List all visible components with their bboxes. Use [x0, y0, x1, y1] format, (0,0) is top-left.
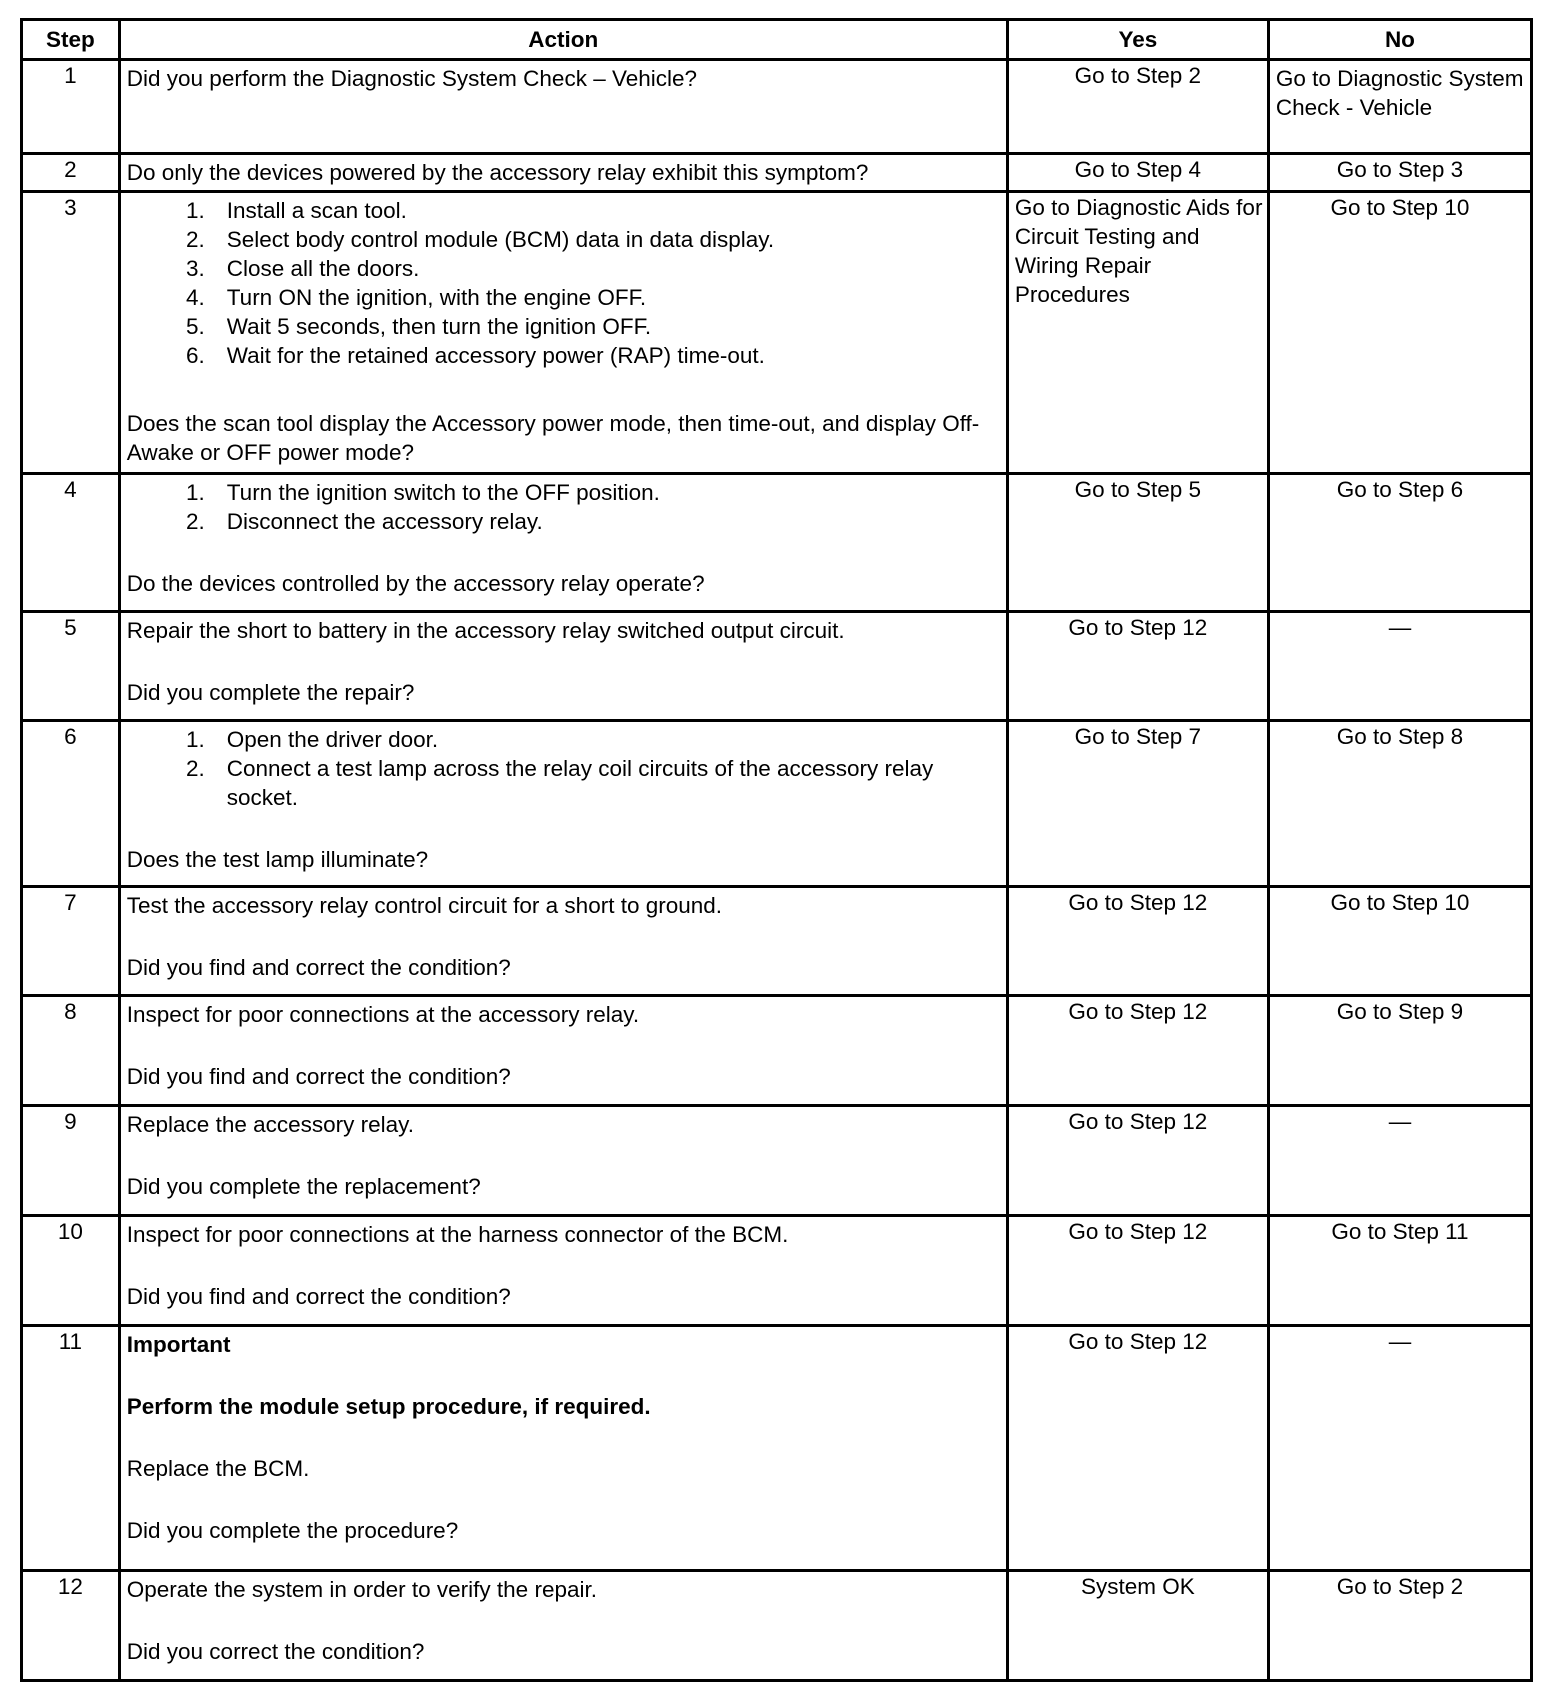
yes-cell: [1007, 474, 1268, 612]
action-cell: [119, 996, 1007, 1106]
step-number: 5: [22, 612, 120, 721]
header-no: No: [1268, 20, 1531, 60]
yes-answer: Go to Step 12: [1068, 1329, 1208, 1354]
no-cell: [1268, 474, 1531, 612]
action-question: Did you find and correct the condition?: [126, 1284, 511, 1309]
step-number: 9: [22, 1106, 120, 1216]
list-item: 1. Install a scan tool.: [186, 198, 407, 223]
action-instruction: Test the accessory relay control circuit for a short to ground.: [126, 893, 723, 918]
step-number: 4: [22, 474, 120, 612]
action-question: Do only the devices powered by the accessory relay exhibit this symptom?: [126, 160, 869, 185]
yes-answer: Go to Step 12: [1068, 615, 1208, 640]
substep-list: [127, 725, 1000, 812]
list-item: 1. Turn the ignition switch to the OFF position.: [186, 480, 660, 505]
list-item: 5. Wait 5 seconds, then turn the ignition OFF.: [186, 314, 652, 339]
table-row: [22, 721, 1532, 887]
no-cell: [1268, 154, 1531, 192]
no-answer: —: [1388, 615, 1412, 640]
table-row: [22, 474, 1532, 612]
no-answer: Go to Step 10: [1330, 195, 1470, 220]
table-row: [22, 1106, 1532, 1216]
yes-cell: [1007, 996, 1268, 1106]
yes-cell: [1007, 1106, 1268, 1216]
substep-list: [127, 196, 1000, 370]
no-answer: Go to Diagnostic System Check - Vehicle: [1275, 66, 1524, 120]
no-answer: Go to Step 11: [1331, 1219, 1469, 1244]
action-question: Did you find and correct the condition?: [126, 955, 511, 980]
yes-cell: [1007, 612, 1268, 721]
action-question: Did you correct the condition?: [126, 1639, 425, 1664]
step-number: 1: [22, 60, 120, 154]
action-question: Did you perform the Diagnostic System Check – Vehicle?: [126, 66, 698, 91]
no-cell: [1268, 1571, 1531, 1681]
action-instruction: Repair the short to battery in the accessory relay switched output circuit.: [126, 618, 845, 643]
action-cell: [119, 1106, 1007, 1216]
diagnostic-table: [20, 18, 1533, 1682]
no-cell: [1268, 60, 1531, 154]
no-cell: [1268, 996, 1531, 1106]
step-number: 3: [22, 192, 120, 474]
action-cell: [119, 192, 1007, 474]
header-action: Action: [119, 20, 1007, 60]
no-answer: Go to Step 10: [1330, 890, 1470, 915]
action-cell: [119, 1326, 1007, 1571]
no-answer: Go to Step 8: [1336, 724, 1464, 749]
table-row: [22, 996, 1532, 1106]
important-label: Important: [126, 1332, 231, 1357]
no-answer: —: [1388, 1329, 1412, 1354]
table-row: [22, 60, 1532, 154]
list-item: 2. Connect a test lamp across the relay coil circuits of the accessory relay socket.: [186, 756, 934, 810]
action-instruction: Inspect for poor connections at the harness connector of the BCM.: [126, 1222, 789, 1247]
table-row: [22, 887, 1532, 996]
action-cell: [119, 154, 1007, 192]
step-number: 2: [22, 154, 120, 192]
no-answer: Go to Step 3: [1336, 157, 1464, 182]
no-cell: [1268, 192, 1531, 474]
action-instruction: Inspect for poor connections at the accessory relay.: [126, 1002, 640, 1027]
no-answer: Go to Step 6: [1336, 477, 1464, 502]
yes-cell: [1007, 721, 1268, 887]
action-question: Did you complete the replacement?: [126, 1174, 481, 1199]
yes-cell: [1007, 887, 1268, 996]
list-item: 6. Wait for the retained accessory power (RAP) time-out.: [186, 343, 765, 368]
action-instruction: Replace the BCM.: [126, 1456, 310, 1481]
action-question: Does the scan tool display the Accessory power mode, then time-out, and display Off-Awake or OFF power mode?: [126, 411, 980, 465]
important-text: Perform the module setup procedure, if required.: [126, 1394, 651, 1419]
no-cell: [1268, 1326, 1531, 1571]
yes-cell: [1007, 1326, 1268, 1571]
action-cell: [119, 612, 1007, 721]
yes-cell: [1007, 60, 1268, 154]
list-item: 1. Open the driver door.: [186, 727, 439, 752]
yes-answer: Go to Step 12: [1068, 890, 1208, 915]
action-question: Do the devices controlled by the accessory relay operate?: [126, 571, 705, 596]
action-cell: [119, 887, 1007, 996]
no-cell: [1268, 887, 1531, 996]
action-cell: [119, 60, 1007, 154]
table-row: [22, 1216, 1532, 1326]
yes-cell: [1007, 1571, 1268, 1681]
no-answer: Go to Step 9: [1336, 999, 1464, 1024]
step-number: 7: [22, 887, 120, 996]
action-cell: [119, 1216, 1007, 1326]
yes-answer: Go to Step 2: [1074, 63, 1202, 88]
action-cell: [119, 721, 1007, 887]
yes-cell: [1007, 154, 1268, 192]
yes-answer: Go to Step 4: [1074, 157, 1202, 182]
header-row: [22, 20, 1532, 60]
action-question: Did you complete the repair?: [126, 680, 415, 705]
yes-answer: System OK: [1080, 1574, 1195, 1599]
action-cell: [119, 474, 1007, 612]
yes-answer: Go to Step 5: [1074, 477, 1202, 502]
header-step: Step: [22, 20, 120, 60]
action-question: Did you find and correct the condition?: [126, 1064, 511, 1089]
no-cell: [1268, 1216, 1531, 1326]
yes-answer: Go to Step 12: [1068, 999, 1208, 1024]
list-item: 2. Select body control module (BCM) data in data display.: [186, 227, 775, 252]
yes-cell: [1007, 1216, 1268, 1326]
header-yes: Yes: [1007, 20, 1268, 60]
substep-list: [127, 478, 1000, 536]
yes-answer: Go to Step 7: [1074, 724, 1202, 749]
step-number: 8: [22, 996, 120, 1106]
step-number: 11: [22, 1326, 120, 1571]
yes-cell: [1007, 192, 1268, 474]
list-item: 2. Disconnect the accessory relay.: [186, 509, 543, 534]
action-instruction: Replace the accessory relay.: [126, 1112, 414, 1137]
table-row: [22, 192, 1532, 474]
action-question: Did you complete the procedure?: [126, 1518, 459, 1543]
list-item: 3. Close all the doors.: [186, 256, 420, 281]
no-cell: [1268, 1106, 1531, 1216]
table-row: [22, 612, 1532, 721]
table-row: [22, 154, 1532, 192]
step-number: 6: [22, 721, 120, 887]
no-cell: [1268, 721, 1531, 887]
step-number: 10: [22, 1216, 120, 1326]
step-number: 12: [22, 1571, 120, 1681]
action-instruction: Operate the system in order to verify the repair.: [126, 1577, 597, 1602]
list-item: 4. Turn ON the ignition, with the engine OFF.: [186, 285, 647, 310]
no-answer: Go to Step 2: [1336, 1574, 1464, 1599]
yes-answer: Go to Step 12: [1068, 1219, 1208, 1244]
no-cell: [1268, 612, 1531, 721]
table-row: [22, 1326, 1532, 1571]
action-question: Does the test lamp illuminate?: [126, 847, 429, 872]
yes-answer: Go to Step 12: [1068, 1109, 1208, 1134]
action-cell: [119, 1571, 1007, 1681]
yes-answer: Go to Diagnostic Aids for Circuit Testing and Wiring Repair Procedures: [1014, 195, 1263, 307]
table-row: [22, 1571, 1532, 1681]
no-answer: —: [1388, 1109, 1412, 1134]
